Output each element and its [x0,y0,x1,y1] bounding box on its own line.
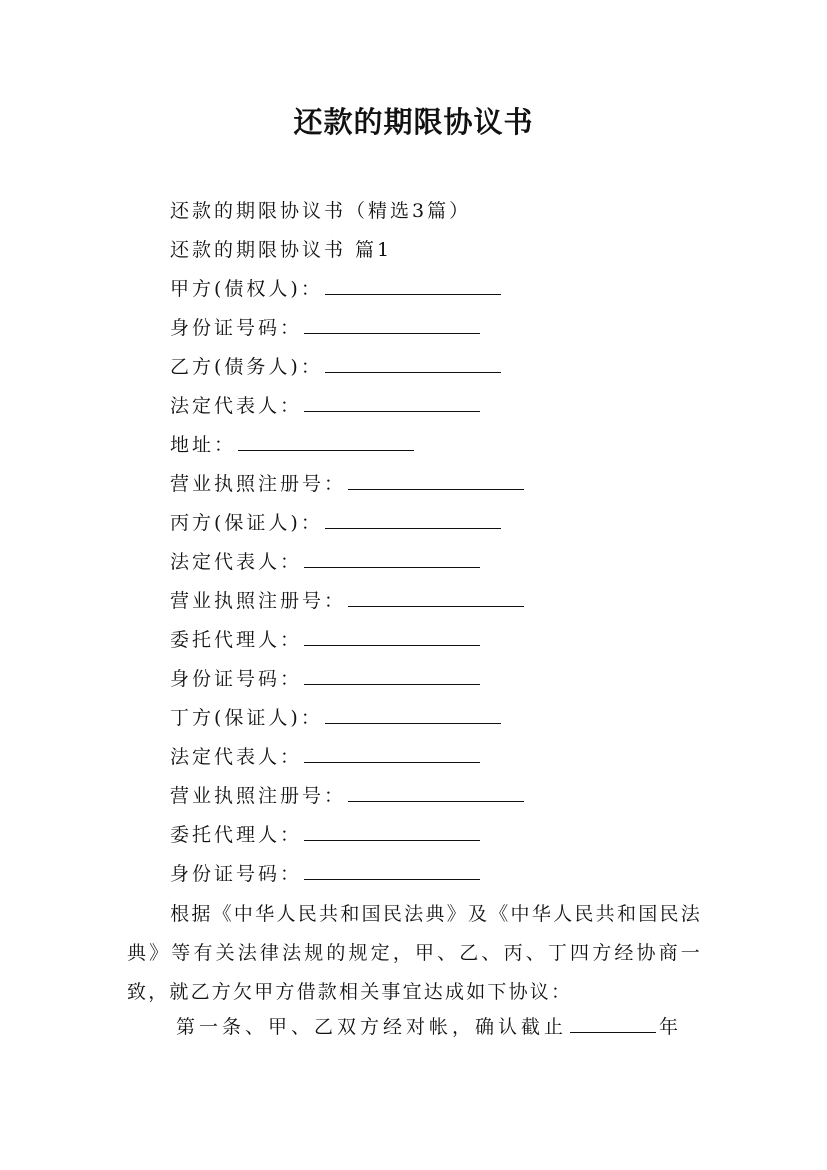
field-label: 营业执照注册号： [170,590,347,612]
field-debtor-address [170,432,414,458]
document-subtitle: 还款的期限协议书（精选3篇） [170,200,472,222]
field-label: 委托代理人： [170,824,303,846]
field-label: 丁方(保证人)： [170,707,323,729]
field-guarantor-c-representative [170,549,480,575]
field-debtor [170,354,501,380]
field-label: 地址： [170,434,237,456]
document-title: 还款的期限协议书 [293,105,534,139]
fill-in-blank [304,627,480,646]
fill-in-blank [325,705,501,724]
field-creditor-id [170,315,480,341]
fill-in-blank [304,822,480,841]
field-label: 法定代表人： [170,551,303,573]
field-guarantor-c-id [170,666,480,692]
fill-in-blank [238,432,414,451]
clause-one-prefix: 第一条、甲、乙双方经对帐，确认截止 [176,1016,568,1038]
intro-paragraph [127,895,702,1012]
intro-paragraph-text: 根据《中华人民共和国民法典》及《中华人民共和国民法典》等有关法律法规的规定，甲、乙、丙、丁四方经协商一致，就乙方欠甲方借款相关事宜达成如下协议： [127,903,702,1003]
field-label: 法定代表人： [170,395,303,417]
field-label: 身份证号码： [170,317,303,339]
field-guarantor-d [170,705,501,731]
fill-in-blank [570,1014,656,1033]
field-guarantor-c [170,510,501,536]
field-label: 身份证号码： [170,668,303,690]
field-label: 营业执照注册号： [170,785,347,807]
field-guarantor-d-license [170,783,524,809]
fill-in-blank [304,549,480,568]
field-label: 营业执照注册号： [170,473,347,495]
field-guarantor-d-id [170,861,480,887]
field-label: 丙方(保证人)： [170,512,323,534]
field-label: 甲方(债权人)： [170,278,323,300]
field-debtor-representative [170,393,480,419]
fill-in-blank [325,510,501,529]
fill-in-blank [325,354,501,373]
field-guarantor-c-agent [170,627,480,653]
fill-in-blank [304,315,480,334]
field-creditor [170,276,501,302]
clause-one-suffix: 年 [659,1016,683,1038]
clause-one [176,1012,702,1042]
field-label: 法定代表人： [170,746,303,768]
field-label: 乙方(债务人)： [170,356,323,378]
field-guarantor-d-agent [170,822,480,848]
fill-in-blank [304,393,480,412]
fill-in-blank [348,471,524,490]
field-label: 委托代理人： [170,629,303,651]
section-heading: 还款的期限协议书 篇1 [170,239,393,261]
fill-in-blank [304,666,480,685]
field-guarantor-c-license [170,588,524,614]
fill-in-blank [348,783,524,802]
fill-in-blank [325,276,501,295]
fill-in-blank [304,744,480,763]
field-debtor-license [170,471,524,497]
fill-in-blank [348,588,524,607]
field-guarantor-d-representative [170,744,480,770]
field-label: 身份证号码： [170,863,303,885]
fill-in-blank [304,861,480,880]
